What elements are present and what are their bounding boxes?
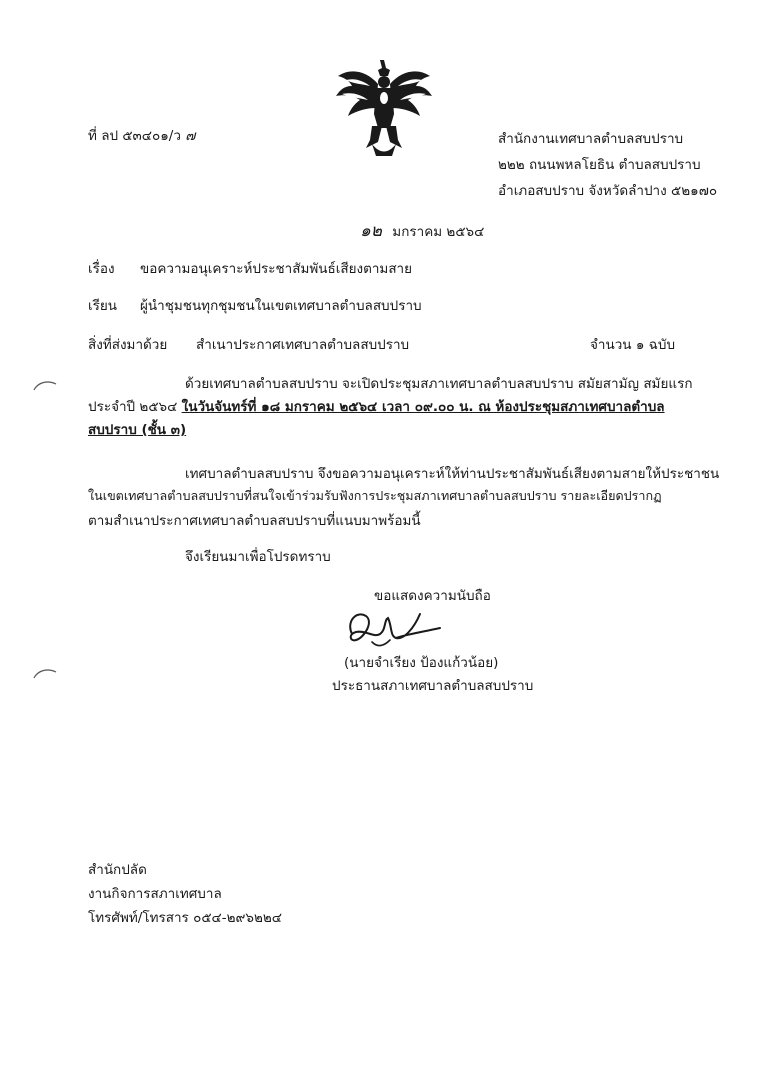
footer-phone-fax: โทรศัพท์/โทรสาร ๐๕๔-๒๙๖๒๒๔ xyxy=(88,910,282,926)
office-address-line-1: สำนักงานเทศบาลตำบลสบปราบ xyxy=(498,131,684,147)
body-paragraph-2-line-2: ในเขตเทศบาลตำบลสบปราบที่สนใจเข้าร่วมรับฟังการประชุมสภาเทศบาลตำบลสบปราบ รายละเอียดปรากฏ xyxy=(88,488,662,503)
date-month-year: มกราคม ๒๕๖๔ xyxy=(392,224,485,240)
footer-department: สำนักปลัด xyxy=(88,862,147,878)
office-address-line-3: อำเภอสบปราบ จังหวัดลำปาง ๕๒๑๗๐ xyxy=(498,183,718,199)
signatory-position: ประธานสภาเทศบาลตำบลสบปราบ xyxy=(332,678,534,694)
meeting-year: ประจำปี ๒๕๖๔ xyxy=(88,399,182,415)
footer-section: งานกิจการสภาเทศบาล xyxy=(88,886,222,902)
addressee-text: ผู้นำชุมชนทุกชุมชนในเขตเทศบาลตำบลสบปราบ xyxy=(140,298,422,314)
addressee-label: เรียน xyxy=(88,298,118,314)
office-address-line-2: ๒๒๒ ถนนพหลโยธิน ตำบลสบปราบ xyxy=(498,157,701,173)
garuda-emblem-icon xyxy=(332,58,436,158)
enclosure-text: สำเนาประกาศเทศบาลตำบลสบปราบ xyxy=(196,337,410,353)
meeting-datetime-venue: ในวันจันทร์ที่ ๑๘ มกราคม ๒๕๖๔ เวลา ๐๙.๐๐ น. ณ ห้องประชุมสภาเทศบาลตำบล xyxy=(181,399,665,415)
signature-icon xyxy=(344,604,444,652)
body-paragraph-2-line-1: เทศบาลตำบลสบปราบ จึงขอความอนุเคราะห์ให้ท่านประชาสัมพันธ์เสียงตามสายให้ประชาชน xyxy=(185,466,720,482)
letter-date xyxy=(360,217,484,244)
enclosure-count: จำนวน ๑ ฉบับ xyxy=(590,337,676,353)
signatory-name: (นายจำเรียง ป้องแก้วน้อย) xyxy=(344,655,499,671)
reference-number-text: ที่ ลป ๕๓๔๐๑/ว xyxy=(88,128,181,144)
enclosure-label: สิ่งที่ส่งมาด้วย xyxy=(88,337,168,353)
punch-hole-mark xyxy=(32,666,58,680)
body-paragraph-2-line-3: ตามสำเนาประกาศเทศบาลตำบลสบปราบที่แนบมาพร้อมนี้ xyxy=(88,513,421,529)
body-paragraph-1-line-2 xyxy=(88,395,665,417)
body-closing-sentence: จึงเรียนมาเพื่อโปรดทราบ xyxy=(185,549,331,565)
reference-number xyxy=(88,124,195,146)
punch-hole-mark xyxy=(32,378,58,392)
subject-text: ขอความอนุเคราะห์ประชาสัมพันธ์เสียงตามสาย xyxy=(140,261,413,277)
body-paragraph-1-line-1: ด้วยเทศบาลตำบลสบปราบ จะเปิดประชุมสภาเทศบาลตำบลสบปราบ สมัยสามัญ สมัยแรก xyxy=(185,376,693,392)
body-paragraph-1-line-3: สบปราบ (ชั้น ๓) xyxy=(88,422,187,438)
closing-salutation: ขอแสดงความนับถือ xyxy=(374,588,491,604)
reference-handwritten: ๗ xyxy=(185,128,196,144)
subject-label: เรื่อง xyxy=(88,261,115,277)
date-day-handwritten: ๑๒ xyxy=(360,221,382,241)
